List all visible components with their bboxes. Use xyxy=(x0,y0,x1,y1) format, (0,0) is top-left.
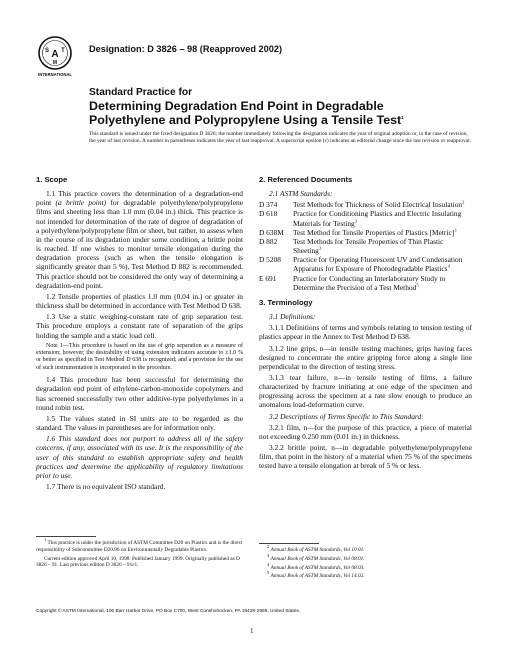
astm-logo xyxy=(37,35,77,79)
footnote-text: Annual Book of ASTM Standards, Vol 10.01. xyxy=(270,547,365,553)
title-footnote-mark: 1 xyxy=(401,114,404,120)
para-1-5: 1.5 The values stated in SI units are to be regarded as the standard. The values in parentheses are for information only. xyxy=(36,413,243,433)
footnote-item xyxy=(259,570,472,580)
reference-title: Practice for Conducting an Interlaboratory Study to Determine the Precision of a Test Method xyxy=(293,273,446,292)
referenced-documents-heading: 2. Referenced Documents xyxy=(259,175,353,184)
para-3-2-1: 3.2.1 film, n—for the purpose of this practice, a piece of material not exceeding 0.250 mm (0.01 in.) in thickness. xyxy=(259,422,472,441)
reference-title: Practice for Conditioning Plastics and Electric Insulating Materials for Testing xyxy=(293,209,462,228)
footnote-item xyxy=(259,553,472,563)
reference-footnote-mark: 3 xyxy=(354,218,357,224)
para-3-2-2: 3.2.2 brittle point, n—in degradable polyethylene/polypropylene film, that point in the history of a material when 75 % of the specimens tested have a tensile elongation at break of 5 % or less. xyxy=(259,443,472,471)
footnote-text: Annual Book of ASTM Standards, Vol 08.01. xyxy=(270,555,365,562)
reference-code: D 618 xyxy=(259,209,278,219)
reference-footnote-mark: 3 xyxy=(454,227,457,233)
reference-code: D 5208 xyxy=(259,255,281,265)
scope-heading: 1. Scope xyxy=(36,175,68,184)
note-1: Note 1—This procedure is based on the use of grip separation as a measure of extension; however, the desirability of using extension indicators accurate to ±1.0 % or better as specified in Test Method D 638 is recognized; and a provision for the use of such instrumentation is incorporated in the procedure. xyxy=(36,342,243,371)
left-column xyxy=(36,175,243,493)
footnote-text: Annual Book of ASTM Standards, Vol 08.03. xyxy=(270,564,365,571)
para-1-2: 1.2 Tensile properties of plastics 1.0 mm (0.04 in.) or greater in thickness shall be determined in accordance with Test Method D 638. xyxy=(36,291,243,311)
para-3-1: 3.1 Definitions: xyxy=(269,312,316,322)
right-column xyxy=(259,175,472,473)
reference-item xyxy=(259,274,472,292)
reference-code: E 691 xyxy=(259,273,277,283)
footnote-mark: 4 xyxy=(267,561,270,567)
terminology-heading: 3. Terminology xyxy=(259,297,313,307)
para-3-1-2: 3.1.2 line grips, n—in tensile testing machines, grips having faces designed to concentrate the entire gripping force along a single line perpendicular to the direction of testing stress. xyxy=(259,343,472,371)
svg-text:T: T xyxy=(61,48,65,54)
reference-item xyxy=(259,209,472,227)
reference-item xyxy=(259,237,472,255)
reference-footnote-mark: 4 xyxy=(447,263,450,269)
logo-text: INTERNATIONAL xyxy=(38,72,72,77)
reference-code: D 374 xyxy=(259,200,278,210)
footnote-edition: Current edition approved April 10, 1998. Published January 1999. Originally published as D 3826 – 91. Last previous edition D 3826 – 91ε1. xyxy=(36,555,240,569)
reference-footnote-mark: 2 xyxy=(462,199,465,205)
para-1-1: 1.1 This practice covers the determination of a degradation-end point (a brittle point) for degradable polyethylene/polypropylene films and sheeting less than 1.0 mm (0.04 in.) thick. This practice is not intended for determination of the rate of degree of degradation of a polyethylene/polypropylene film or sheet, but rather, to assess when in the course of its degradation under some condition, a brittle point is reached. If one wishes to monitor tensile elongation during the degradation process (such as when the tensile elongation is significantly greater than 5 %), Test Method D 882 is recommended. This practice should not be considered the only way of determining a degradation-end point. xyxy=(36,189,243,290)
footnote-text: Annual Book of ASTM Standards, Vol 14.02. xyxy=(270,573,365,580)
footnote-mark: 3 xyxy=(267,553,270,559)
designation: Designation: D 3826 – 98 (Reapproved 2002) xyxy=(89,44,283,54)
para-1-4: 1.4 This procedure has been successful for determining the degradation end point of ethylene-carbon-monoxide copolymers and has screened successfully two other additive-type polyethylenes in a round robin test. xyxy=(36,375,243,412)
reference-title: Practice for Operating Fluorescent UV and Condensation Apparatus for Exposure of Photodegradable Plastics xyxy=(293,255,463,274)
footnotes-left xyxy=(36,537,243,571)
reference-item xyxy=(259,228,472,237)
para-1-3: 1.3 Use a static weighing-constant rate of grip separation test. This procedure employs a constant rate of separation of the grips holding the sample and a static load cell. xyxy=(36,312,243,340)
svg-text:S: S xyxy=(44,48,50,54)
reference-code: D 638M xyxy=(259,227,284,237)
para-3-1-1: 3.1.1 Definitions of terms and symbols relating to tension testing of plastics appear in the Annex to Test Method D 638. xyxy=(259,323,472,342)
para-3-2: 3.2 Descriptions of Terms Specific to This Standard: xyxy=(269,411,424,421)
footnote-mark: 5 xyxy=(267,570,270,576)
reference-footnote-mark: 3 xyxy=(318,245,322,251)
para-1-6: 1.6 This standard does not purport to address all of the safety concerns, if any, associated with its use. It is the responsibility of the user of this standard to establish appropriate safety and health practices and determine the applicability of regulatory limitations prior to use. xyxy=(36,434,243,480)
title-line-1: Standard Practice for xyxy=(89,87,193,98)
footnote-item xyxy=(259,544,472,554)
document-title xyxy=(89,87,479,127)
footnote-mark: 2 xyxy=(267,544,270,550)
svg-text:M: M xyxy=(52,60,58,66)
reference-title: Test Method for Tensile Properties of Plastics [Metric] xyxy=(293,227,455,237)
footnotes-right xyxy=(259,544,472,582)
para-3-1-3: 3.1.3 tear failure, n—in tensile testing of films, a failure characterized by fracture initiating at one edge of the specimen and progressing across the specimen at a rate slow enough to produce an anomalous load-deformation curve. xyxy=(259,372,472,410)
reference-title: Test Methods for Thickness of Solid Electrical Insulation xyxy=(293,200,463,210)
title-line-2: Determining Degradation End Point in Degradable xyxy=(89,99,384,113)
reference-title: Test Methods for Tensile Properties of Thin Plastic Sheeting xyxy=(293,236,444,256)
copyright-line: Copyright © ASTM International, 100 Barr Harbor Drive, PO Box C700, West Conshohocken, PA 19428-2959, United States. xyxy=(36,609,301,614)
reference-code: D 882 xyxy=(259,236,278,246)
svg-text:A: A xyxy=(51,49,59,60)
reference-item xyxy=(259,255,472,273)
para-1-7: 1.7 There is no equivalent ISO standard. xyxy=(46,482,166,491)
reference-item xyxy=(259,200,472,209)
footnote-1: $^1$ This practice is under the jurisdiction of ASTM Committee D20 on Plastics and is the direct responsibility of Subcommittee D20.96 on Environmentally Degradable Plastics. xyxy=(36,537,243,553)
reference-footnote-mark: 5 xyxy=(416,282,419,288)
reference-list xyxy=(259,200,472,292)
title-line-3: Polyethylene and Polypropylene Using a Tensile Test$^1$ xyxy=(89,113,404,127)
para-2-1: 2.1 ASTM Standards: xyxy=(269,189,333,199)
footnote-item xyxy=(259,561,472,572)
page-number: 1 xyxy=(250,627,254,635)
issuance-notice: This standard is issued under the fixed designation D 3826; the number immediately following the designation indicates the year of original adoption or, in the case of revision, the year of last revision. A number in parentheses indicates the year of last reapproval. A superscript epsilon (ε) indicates an editorial change since the last revision or reapproval. xyxy=(89,131,472,145)
